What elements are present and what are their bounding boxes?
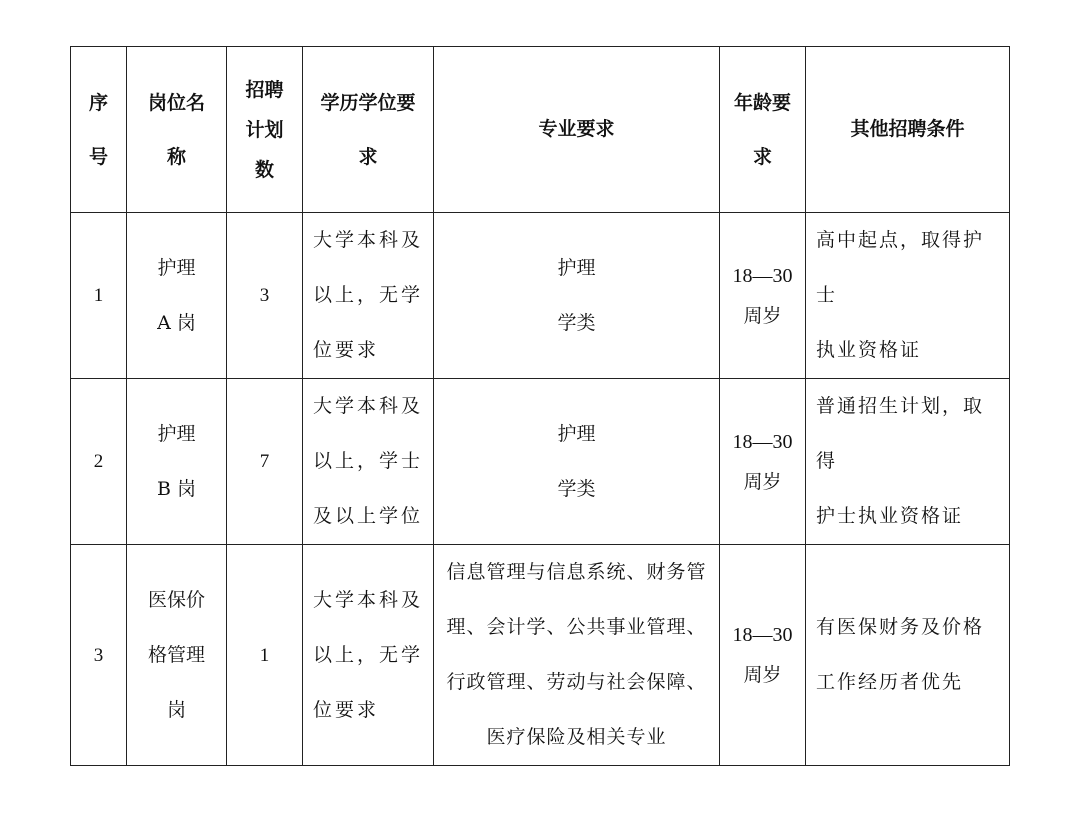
header-edu-line2: 求 [358,145,378,168]
row-age [720,379,806,545]
other-line: 执业资格证 [816,339,922,361]
row-major [434,213,720,379]
age-range: 18—30 [732,264,793,287]
major-line: 信息管理与信息系统、财务管 [446,561,707,583]
row-major [434,545,720,766]
edu-line: 大学本科及 [313,395,424,417]
table-row [71,213,1010,379]
row-plan-count: 3 [227,213,303,379]
row-other-conditions [806,379,1010,545]
header-age [720,47,806,213]
row-age [720,213,806,379]
row-post-name [127,213,227,379]
header-row [71,47,1010,213]
post-line: 护理 [157,422,196,445]
table-row [71,379,1010,545]
row-seq: 2 [71,379,127,545]
header-plan-line2: 计划 [245,118,284,141]
row-seq: 3 [71,545,127,766]
post-line: 护理 [157,256,196,279]
edu-line: 大学本科及 [313,229,424,251]
edu-line: 以上，无学 [313,284,424,306]
post-line: 医保价 [147,588,205,611]
row-plan-count: 1 [227,545,303,766]
row-age [720,545,806,766]
edu-line: 大学本科及 [313,588,424,611]
header-edu-line1: 学历学位要 [320,91,416,114]
row-post-name [127,379,227,545]
edu-line: 及以上学位 [313,505,424,527]
header-major [434,47,720,213]
age-unit: 周岁 [743,470,782,493]
header-age-line2: 求 [752,145,772,168]
row-plan-count: 7 [227,379,303,545]
edu-line: 以上，学士 [313,450,424,472]
header-major-text: 专业要求 [538,118,615,140]
major-line: 学类 [557,477,596,500]
edu-line: 位要求 [313,339,380,361]
post-line: B 岗 [156,477,196,500]
header-other-conditions [806,47,1010,213]
age-range: 18—30 [732,430,793,453]
row-education [303,545,434,766]
major-line: 医疗保险及相关专业 [486,726,667,748]
row-post-name [127,545,227,766]
age-range: 18—30 [732,624,793,646]
header-post-line2: 称 [166,145,186,168]
edu-line: 以上，无学 [313,643,424,666]
other-line: 护士执业资格证 [816,505,964,527]
age-unit: 周岁 [743,664,782,686]
header-education [303,47,434,213]
other-line: 有医保财务及价格 [816,616,985,638]
major-line: 护理 [557,422,596,445]
post-line: 格管理 [147,643,205,666]
other-line: 普通招生计划，取得 [816,395,985,472]
header-seq-line1: 序 [88,91,108,114]
post-line: A 岗 [157,311,196,334]
header-plan-line3: 数 [254,158,274,181]
row-education [303,379,434,545]
other-line: 高中起点，取得护士 [816,229,985,306]
row-other-conditions [806,545,1010,766]
header-post-line1: 岗位名 [147,91,205,114]
edu-line: 位要求 [313,698,380,721]
header-age-line1: 年龄要 [733,91,791,114]
major-line: 护理 [557,256,596,279]
header-plan-count [227,47,303,213]
header-seq [71,47,127,213]
header-seq-line2: 号 [88,145,108,168]
table-row [71,545,1010,766]
row-seq: 1 [71,213,127,379]
age-unit: 周岁 [743,304,782,327]
row-education [303,213,434,379]
post-line: 岗 [166,698,186,721]
row-other-conditions [806,213,1010,379]
row-major [434,379,720,545]
recruitment-table [70,46,1010,766]
other-line: 工作经历者优先 [816,671,964,693]
header-plan-line1: 招聘 [245,78,284,101]
major-line: 学类 [557,311,596,334]
major-line: 行政管理、劳动与社会保障、 [446,671,707,693]
major-line: 理、会计学、公共事业管理、 [446,616,707,638]
header-other-text: 其他招聘条件 [850,118,965,140]
header-post-name [127,47,227,213]
